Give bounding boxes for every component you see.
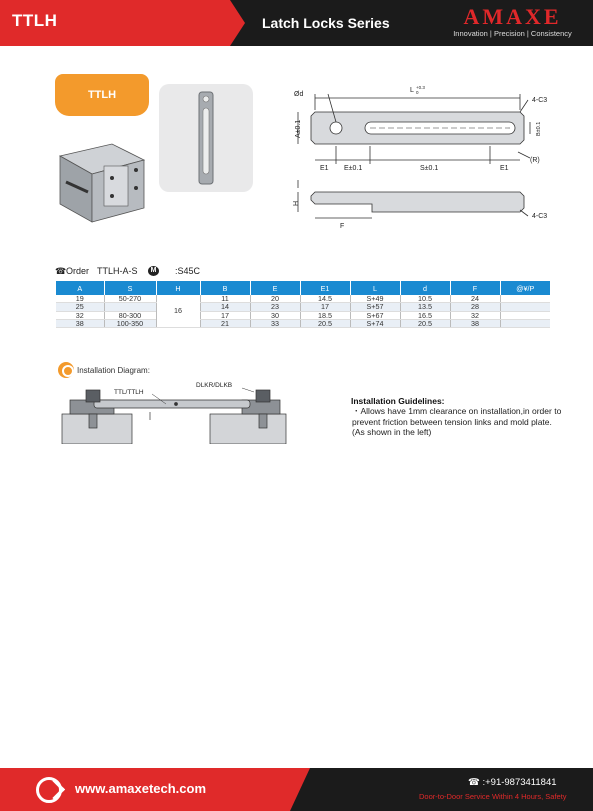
cell-s (104, 303, 156, 311)
cell-l: S+74 (350, 319, 400, 327)
cell-l: S+67 (350, 311, 400, 319)
cell-price (500, 319, 550, 327)
cell-l: S+57 (350, 303, 400, 311)
latch-bar-photo (159, 84, 253, 192)
col-header-d: d (400, 281, 450, 295)
cell-e1: 17 (300, 303, 350, 311)
order-code: TTLH-A-S (97, 266, 138, 276)
cell-price (500, 303, 550, 311)
drawing-label-chamfer-top: 4-C3 (532, 97, 548, 104)
material-value: :S45C (175, 266, 201, 276)
cell-e1: 14.5 (300, 295, 350, 303)
cell-e: 33 (250, 319, 300, 327)
spec-table (56, 281, 550, 328)
cell-e: 23 (250, 303, 300, 311)
drawing-label-diameter: Ød (294, 91, 304, 98)
cell-e1: 18.5 (300, 311, 350, 319)
cell-price (500, 295, 550, 303)
cell-b: 14 (200, 303, 250, 311)
cell-d: 10.5 (400, 295, 450, 303)
col-header-a: A (56, 281, 104, 295)
col-header-price: @¥/P (500, 281, 550, 295)
cell-d: 20.5 (400, 319, 450, 327)
cell-a: 19 (56, 295, 104, 303)
drawing-label-radius: (R) (530, 157, 540, 164)
drawing-label-length-tol-lower: 0 (416, 90, 419, 95)
table-header-row (56, 281, 550, 295)
material-badge: M (148, 266, 159, 276)
col-header-e1: E1 (300, 281, 350, 295)
brand-logo (440, 4, 585, 42)
logo-wordmark: AMAXE (463, 4, 562, 29)
cell-f: 32 (450, 311, 500, 319)
installation-diagram (56, 378, 296, 444)
installation-icon (58, 362, 74, 378)
cell-a: 25 (56, 303, 104, 311)
drawing-label-e1-left: E1 (320, 165, 329, 172)
cell-h: 16 (156, 295, 200, 328)
cell-s: 80-300 (104, 311, 156, 319)
product-code: TTLH (12, 11, 58, 30)
drawing-label-a: A±0.1 (295, 119, 302, 138)
technical-drawing (290, 80, 590, 240)
cell-b: 17 (200, 311, 250, 319)
col-header-l: L (350, 281, 400, 295)
drawing-label-length-tol-upper: +0.3 (416, 85, 425, 90)
col-header-h: H (156, 281, 200, 295)
cell-e: 20 (250, 295, 300, 303)
drawing-label-e1-right: E1 (500, 165, 509, 172)
cell-price (500, 311, 550, 319)
cell-s: 50-270 (104, 295, 156, 303)
drawing-label-length: L (410, 87, 414, 94)
col-header-f: F (450, 281, 500, 295)
phone-number: ☎ :+91-9873411841 (468, 777, 557, 788)
drawing-label-s: S±0.1 (420, 165, 439, 172)
series-title: Latch Locks Series (262, 15, 390, 31)
website-icon (36, 777, 62, 803)
cell-e: 30 (250, 311, 300, 319)
table-row (56, 319, 550, 327)
col-header-b: B (200, 281, 250, 295)
drawing-label-h: H (293, 200, 300, 206)
drawing-label-e: E±0.1 (344, 165, 363, 172)
cell-f: 38 (450, 319, 500, 327)
cell-a: 32 (56, 311, 104, 319)
guidelines-title: Installation Guidelines: (351, 396, 445, 406)
footer-bar (0, 768, 593, 811)
order-label: Order (66, 266, 90, 276)
cell-e1: 20.5 (300, 319, 350, 327)
diagram-label-right: DLKR/DLKB (196, 382, 233, 389)
cell-b: 11 (200, 295, 250, 303)
website-link[interactable]: www.amaxetech.com (75, 781, 207, 796)
cell-l: S+49 (350, 295, 400, 303)
table-row (56, 303, 550, 311)
cell-d: 16.5 (400, 311, 450, 319)
cell-f: 24 (450, 295, 500, 303)
footer-tagline: Door-to-Door Service Within 4 Hours, Safety (419, 792, 567, 801)
cell-b: 21 (200, 319, 250, 327)
order-icon: ☎ (55, 266, 67, 276)
mold-assembly-image (52, 126, 150, 226)
header-bar (0, 0, 593, 46)
col-header-s: S (104, 281, 156, 295)
product-label-tab: TTLH (55, 74, 149, 116)
col-header-e: E (250, 281, 300, 295)
diagram-label-left: TTL/TTLH (114, 389, 144, 396)
cell-d: 13.5 (400, 303, 450, 311)
cell-s: 100-350 (104, 319, 156, 327)
drawing-label-b: B±0.1 (536, 121, 542, 136)
logo-tagline: Innovation | Precision | Consistency (453, 29, 572, 38)
drawing-label-chamfer-bottom: 4-C3 (532, 213, 548, 220)
guidelines-text: ・Allows have 1mm clearance on installation,in order to prevent friction between tension links and mold plate.(As shown in the left) (352, 406, 562, 437)
installation-diagram-title: Installation Diagram: (77, 366, 150, 375)
cell-f: 28 (450, 303, 500, 311)
product-photo-frame (159, 84, 253, 192)
cell-a: 38 (56, 319, 104, 327)
drawing-label-f: F (340, 223, 345, 230)
